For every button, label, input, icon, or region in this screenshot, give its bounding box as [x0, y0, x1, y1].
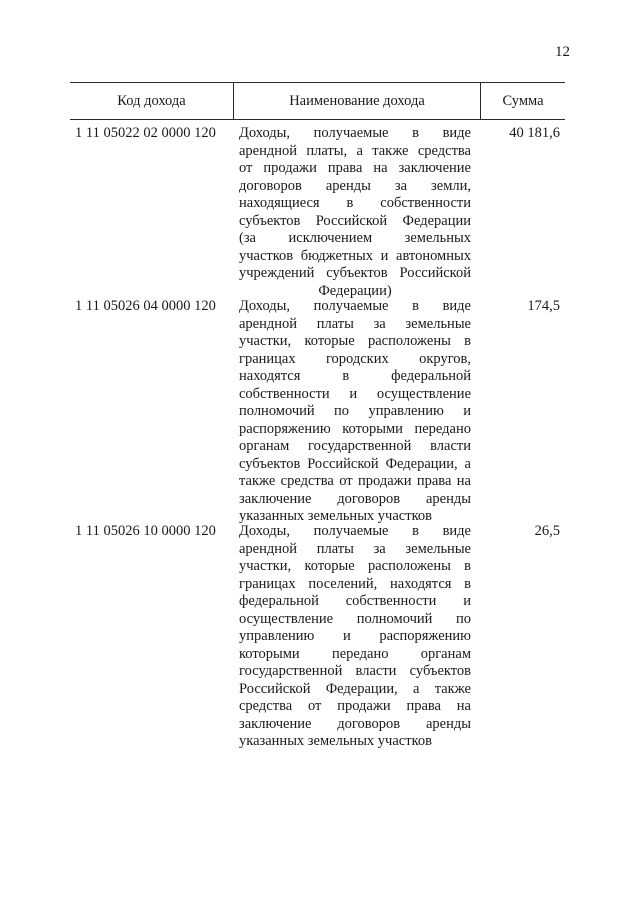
row-code: 1 11 05026 10 0000 120	[75, 523, 216, 539]
row-name-line: субъектов Российской Федерации, а	[239, 455, 471, 472]
header-code: Код дохода	[117, 93, 186, 109]
row-code: 1 11 05026 04 0000 120	[75, 298, 216, 314]
row-name-line: участки, которые расположены в	[239, 558, 471, 574]
row-sum: 174,5	[527, 298, 560, 314]
row-name-line: органам государственной власти	[239, 438, 471, 454]
row-name-line: федеральной собственности и	[239, 593, 471, 609]
row-name-line: Доходы, получаемые в виде	[239, 298, 471, 314]
row-name-line: границах городских округов,	[239, 350, 471, 367]
row-name-line: собственности и осуществление	[239, 385, 471, 402]
row-name-line: от продажи права на заключение	[239, 160, 471, 176]
row-name-line: Российской Федерации, а также	[239, 680, 471, 697]
row-name-line: государственной власти субъектов	[239, 663, 471, 679]
row-name-line: распоряжению которыми передано	[239, 420, 471, 437]
row-name-line: указанных земельных участков	[239, 733, 432, 749]
page-number: 12	[555, 44, 570, 60]
table-top-rule	[70, 82, 565, 83]
row-sum: 26,5	[534, 523, 560, 539]
row-name-line: указанных земельных участков	[239, 508, 432, 524]
table-header-bottom-rule	[70, 119, 565, 120]
row-name	[239, 125, 471, 300]
row-name-line: участков бюджетных и автономных	[239, 247, 471, 264]
row-name-line: заключение договоров аренды	[239, 490, 471, 507]
row-sum: 40 181,6	[509, 125, 560, 141]
row-name-line: осуществление полномочий по	[239, 610, 471, 627]
row-name-line: Доходы, получаемые в виде	[239, 523, 471, 539]
row-name-line: участки, которые расположены в	[239, 333, 471, 349]
row-name-line: находятся в федеральной	[239, 368, 471, 384]
row-name-line: арендной платы за земельные	[239, 315, 471, 332]
row-name-line: управлению и распоряжению	[239, 628, 471, 644]
row-name-line: Федерации)	[318, 282, 392, 299]
row-name-line: (за исключением земельных	[239, 230, 471, 246]
row-name-line: договоров аренды за земли,	[239, 177, 471, 194]
row-name-line: субъектов Российской Федерации	[239, 212, 471, 229]
row-name-line: Доходы, получаемые в виде	[239, 125, 471, 141]
row-name	[239, 298, 471, 526]
row-name-line: учреждений субъектов Российской	[239, 265, 471, 281]
header-name: Наименование дохода	[289, 93, 425, 109]
row-name-line: заключение договоров аренды	[239, 715, 471, 732]
row-name-line: которыми передано органам	[239, 645, 471, 662]
header-sum: Сумма	[502, 93, 544, 109]
row-code: 1 11 05022 02 0000 120	[75, 125, 216, 141]
row-name-line: арендной платы, а также средства	[239, 142, 471, 159]
row-name-line: также средства от продажи права на	[239, 473, 471, 489]
row-name-line: границах поселений, находятся в	[239, 575, 471, 592]
row-name-line: находящиеся в собственности	[239, 195, 471, 211]
row-name-line: средства от продажи права на	[239, 698, 471, 714]
row-name-line: полномочий по управлению и	[239, 403, 471, 419]
row-name-line: арендной платы за земельные	[239, 540, 471, 557]
row-name	[239, 523, 471, 751]
